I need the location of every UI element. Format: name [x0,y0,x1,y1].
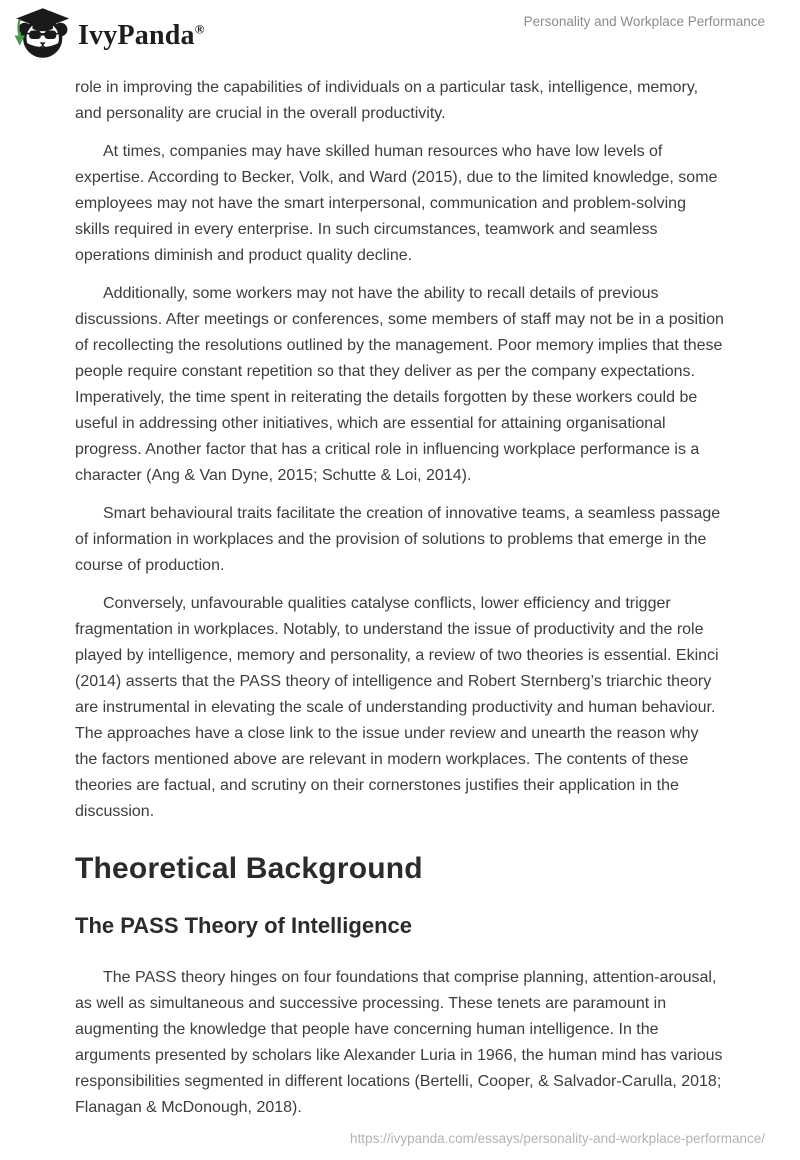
ivypanda-panda-graduate-icon [12,6,70,65]
paragraph: Conversely, unfavourable qualities catalyse conflicts, lower efficiency and trigger fragmentation in workplaces. Notably, to understand the issue of productivity and the role played by intelligence, memory and personality, a review of two theories is essential. Ekinci (2014) asserts that the PASS theory of intelligence and Robert Sternberg’s triarchic theory are instrumental in elevating the scale of understanding productivity and human behaviour. The approaches have a close link to the issue under review and unearth the reason why the factors mentioned above are relevant in modern workplaces. The contents of these theories are factual, and scrutiny on their cornerstones justifies their application in the discussion. [75,595,719,820]
running-head-title: Personality and Workplace Performance [523,14,765,29]
source-url-link[interactable]: https://ivypanda.com/essays/personality-and-workplace-performance/ [350,1131,765,1146]
ivypanda-brand [12,6,205,65]
brand-wordmark: IvyPanda® [78,19,205,51]
registered-trademark: ® [194,21,205,37]
paragraph: Smart behavioural traits facilitate the creation of innovative teams, a seamless passage of information in workplaces and the provision of solutions to problems that emerge in the course of production. [75,505,721,574]
page-header [0,0,800,64]
paragraph-continuation: role in improving the capabilities of individuals on a particular task, intelligence, memory, and personality are crucial in the overall productivity. [75,79,699,122]
paragraph: The PASS theory hinges on four foundations that comprise planning, attention-arousal, as well as simultaneous and successive processing. These tenets are paramount in augmenting the knowledge that people have concerning human intelligence. In the arguments presented by scholars like Alexander Luria in 1966, the human mind has various responsibilities segmented in different locations (Bertelli, Cooper, & Salvador-Carulla, 2018; Flanagan & McDonough, 2018). [75,969,723,1116]
subsection-heading-pass-theory: The PASS Theory of Intelligence [75,913,412,938]
essay-body [0,64,800,1121]
paragraph: At times, companies may have skilled human resources who have low levels of expertise. According to Becker, Volk, and Ward (2015), due to the limited knowledge, some employees may not have the smart interpersonal, communication and problem-solving skills required in every enterprise. In such circumstances, teamwork and seamless operations diminish and product quality decline. [75,143,718,264]
paragraph: Additionally, some workers may not have the ability to recall details of previous discussions. After meetings or conferences, some members of staff may not be in a position of recollecting the resolutions outlined by the management. Poor memory implies that these people require constant repetition so that they deliver as per the company expectations. Imperatively, the time spent in reiterating the details forgotten by these workers could be useful in addressing other initiatives, which are essential for attaining organisational progress. Another factor that has a critical role in influencing workplace performance is a character (Ang & Van Dyne, 2015; Schutte & Loi, 2014). [75,285,724,484]
section-heading-theoretical-background: Theoretical Background [75,852,423,885]
